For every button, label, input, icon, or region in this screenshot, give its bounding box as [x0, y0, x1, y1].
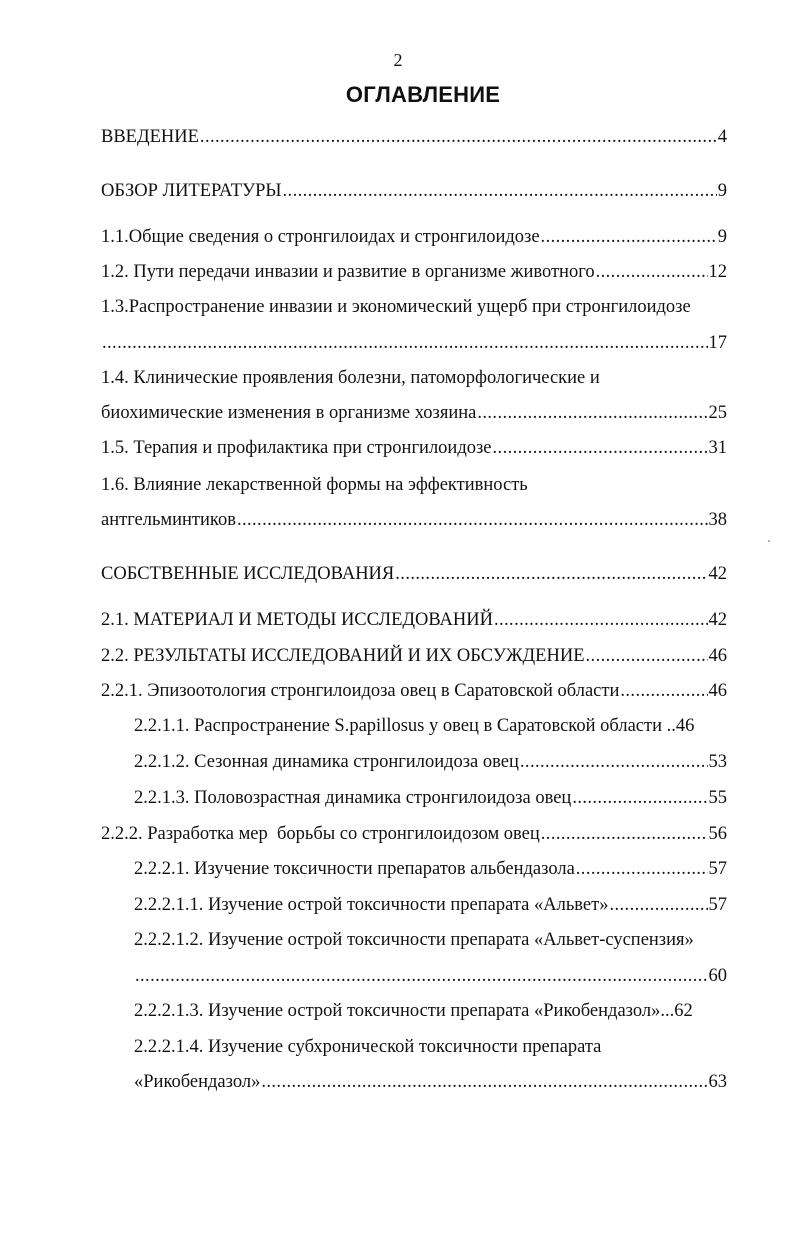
toc-entry-text: 2.2.1. Эпизоотология стронгилоидоза овец в Саратовской области — [101, 681, 620, 701]
toc-entry-text: биохимические изменения в организме хозяина — [101, 403, 477, 423]
toc-entry-page: 9 — [717, 227, 727, 247]
toc-entry-introduction[interactable] — [101, 127, 727, 151]
toc-entry-text: 1.4. Клинические проявления болезни, патоморфологические и — [101, 368, 600, 388]
leader-dots — [102, 333, 708, 354]
page-number: 2 — [393, 50, 403, 70]
toc-entry-page: 56 — [708, 824, 727, 844]
toc-entry-page: 42 — [708, 610, 727, 630]
toc-entry-page: 9 — [717, 181, 727, 201]
toc-entry-1-6-cont[interactable] — [101, 510, 727, 534]
toc-entry-text: 2.2.2.1.1. Изучение острой токсичности препарата «Альвет» — [134, 895, 609, 915]
toc-entry-page: 25 — [708, 403, 727, 423]
leader-dots — [541, 824, 708, 845]
toc-entry-text: 2.1. МАТЕРИАЛ И МЕТОДЫ ИССЛЕДОВАНИЙ — [101, 610, 493, 630]
toc-entry-text: 2.2.2. Разработка мер борьбы со стронгилоидозом овец — [101, 824, 540, 844]
toc-entry-text: 1.1.Общие сведения о стронгилоидах и стронгилоидозе — [101, 227, 540, 247]
toc-entry-page: 55 — [708, 788, 727, 808]
toc-entry-1-5[interactable] — [101, 438, 727, 462]
toc-entry-text: 1.5. Терапия и профилактика при стронгилоидозе — [101, 438, 492, 458]
toc-entry-page: 62 — [674, 1001, 693, 1021]
toc-entry-1-4[interactable] — [101, 368, 727, 392]
toc-entry-page: 57 — [708, 859, 727, 879]
toc-entry-text: 2.2.1.3. Половозрастная динамика стронгилоидоза овец — [134, 788, 572, 808]
toc-entry-page: 53 — [708, 752, 727, 772]
toc-entry-2-2-2-1-4[interactable] — [134, 1037, 727, 1061]
leader-dots — [135, 966, 708, 987]
toc-entry-text: ВВЕДЕНИЕ — [101, 127, 199, 147]
toc-entry-1-2[interactable] — [101, 262, 727, 286]
toc-entry-text: 2.2.2.1.3. Изучение острой токсичности препарата «Рикобендазол»... — [134, 1001, 675, 1021]
leader-dots — [494, 610, 708, 631]
toc-entry-page: 4 — [717, 127, 727, 147]
toc-entry-2-2[interactable] — [101, 646, 727, 670]
toc-entry-2-2-1-3[interactable] — [134, 788, 727, 812]
toc-title: ОГЛАВЛЕНИЕ — [345, 82, 501, 107]
toc-entry-2-2-2-1-2-page[interactable] — [134, 966, 727, 990]
toc-entry-own-research[interactable] — [101, 564, 727, 588]
leader-dots — [261, 1072, 707, 1093]
toc-entry-page: 46 — [708, 646, 727, 666]
leader-dots — [541, 227, 717, 248]
toc-entry-page: 46 — [708, 681, 727, 701]
toc-entry-text: 2.2.1.1. Распространение S.papillosus у овец в Саратовской области .. — [134, 716, 676, 736]
toc-entry-1-3[interactable] — [101, 297, 727, 321]
leader-dots — [520, 752, 708, 773]
toc-entry-2-2-1-1[interactable] — [134, 716, 727, 740]
toc-entry-text: антгельминтиков — [101, 510, 236, 530]
toc-entry-text: 2.2.2.1.4. Изучение субхронической токсичности препарата — [134, 1037, 602, 1057]
toc-entry-1-1[interactable] — [101, 227, 727, 251]
toc-entry-literature-review[interactable] — [101, 181, 727, 205]
toc-entry-page: 42 — [708, 564, 727, 584]
leader-dots — [395, 564, 707, 585]
toc-entry-text: 1.3.Распространение инвазии и экономический ущерб при стронгилоидозе — [101, 297, 691, 317]
toc-entry-page: 57 — [708, 895, 727, 915]
toc-entry-1-4-cont[interactable] — [101, 403, 727, 427]
toc-entry-1-3-page[interactable] — [101, 333, 727, 357]
toc-entry-2-2-2-1-1[interactable] — [134, 895, 727, 919]
toc-entry-page: 17 — [708, 333, 727, 353]
toc-entry-text: 2.2.1.2. Сезонная динамика стронгилоидоза овец — [134, 752, 519, 772]
leader-dots — [283, 181, 717, 202]
toc-entry-page: 46 — [675, 716, 695, 736]
leader-dots — [477, 403, 707, 424]
toc-entry-page: 31 — [708, 438, 727, 458]
leader-dots — [493, 438, 708, 459]
toc-entry-2-2-2-1[interactable] — [134, 859, 727, 883]
toc-entry-2-2-2[interactable] — [101, 824, 727, 848]
toc-entry-2-2-1-2[interactable] — [134, 752, 727, 776]
toc-entry-text: ОБЗОР ЛИТЕРАТУРЫ — [101, 181, 282, 201]
toc-entry-text: 2.2. РЕЗУЛЬТАТЫ ИССЛЕДОВАНИЙ И ИХ ОБСУЖДЕНИЕ — [101, 646, 585, 666]
leader-dots — [576, 859, 708, 880]
toc-entry-text: 1.6. Влияние лекарственной формы на эффективность — [101, 475, 528, 495]
toc-entry-page: 63 — [708, 1072, 727, 1092]
leader-dots — [586, 646, 708, 667]
leader-dots — [609, 895, 707, 916]
toc-entry-text: СОБСТВЕННЫЕ ИССЛЕДОВАНИЯ — [101, 564, 395, 584]
toc-entry-2-2-2-1-3[interactable] — [134, 1001, 727, 1025]
toc-entry-text: 1.2. Пути передачи инвазии и развитие в организме животного — [101, 262, 595, 282]
leader-dots — [237, 510, 708, 531]
toc-entry-text: 2.2.2.1.2. Изучение острой токсичности препарата «Альвет-суспензия» — [134, 930, 694, 950]
leader-dots — [620, 681, 707, 702]
leader-dots — [572, 788, 707, 809]
toc-entry-page: 38 — [708, 510, 727, 530]
toc-entry-text: «Рикобендазол» — [134, 1072, 261, 1092]
leader-dots — [596, 262, 708, 283]
toc-entry-2-2-2-1-2[interactable] — [134, 930, 727, 954]
leader-dots — [200, 127, 717, 148]
toc-entry-page: 60 — [708, 966, 727, 986]
toc-entry-2-1[interactable] — [101, 610, 727, 634]
toc-entry-2-2-2-1-4-cont[interactable] — [134, 1072, 727, 1096]
scan-speck — [768, 540, 770, 542]
toc-entry-2-2-1[interactable] — [101, 681, 727, 705]
toc-entry-1-6[interactable] — [101, 475, 727, 499]
toc-entry-text: 2.2.2.1. Изучение токсичности препаратов альбендазола — [134, 859, 575, 879]
toc-entry-page: 12 — [708, 262, 727, 282]
